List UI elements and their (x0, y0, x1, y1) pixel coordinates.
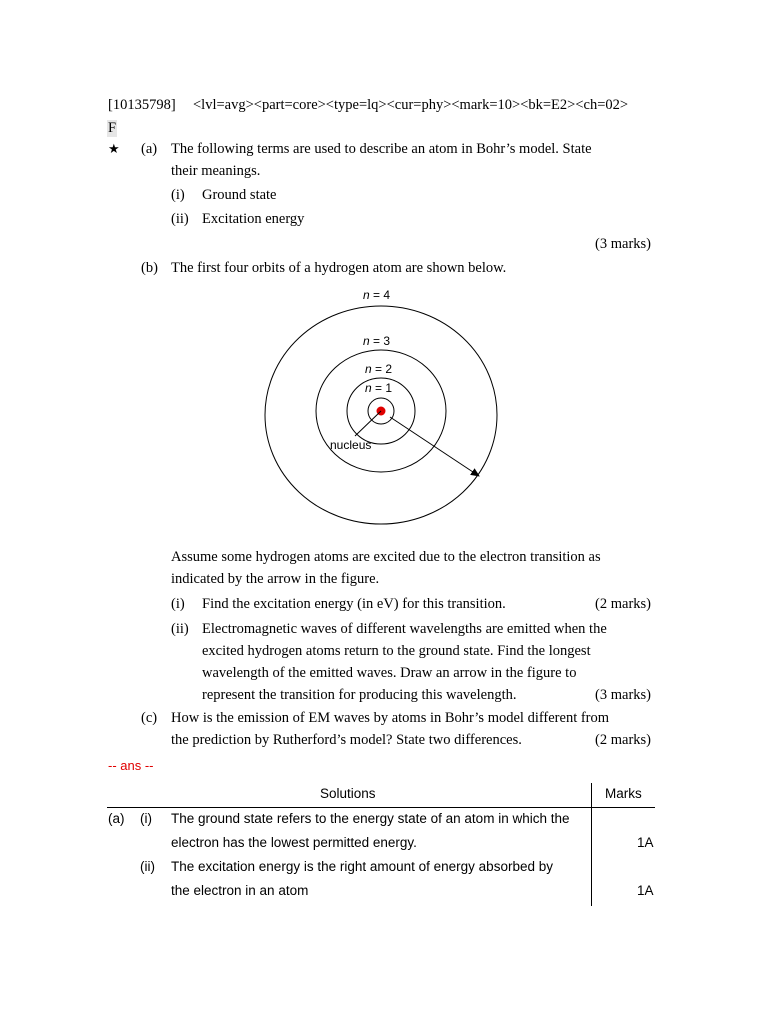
part-b-para2: indicated by the arrow in the figure. (171, 571, 380, 587)
col-header-marks: Marks (605, 786, 642, 801)
row-solution-line2: electron has the lowest permitted energy. (171, 835, 417, 850)
row-solution-line2: the electron in an atom (171, 883, 309, 898)
part-a-i-label: (i) (171, 187, 185, 203)
part-a-i-text: Ground state (202, 187, 277, 203)
part-b-i-marks: (2 marks) (595, 596, 651, 612)
part-c-line2: the prediction by Rutherford’s model? State two differences. (171, 732, 522, 748)
part-b-ii-line4: represent the transition for producing this wavelength. (202, 687, 517, 703)
part-a-line2: their meanings. (171, 163, 261, 179)
label-n2: n = 2 (365, 362, 393, 376)
part-b-ii-line3: wavelength of the emitted waves. Draw an arrow in the figure to (202, 665, 577, 681)
part-c-marks: (2 marks) (595, 732, 651, 748)
part-a-ii-text: Excitation energy (202, 211, 305, 227)
row-solution-line1: The ground state refers to the energy state of an atom in which the (171, 811, 570, 826)
star-icon: ★ (108, 141, 120, 156)
part-b-ii-line1: Electromagnetic waves of different wavelengths are emitted when the (202, 621, 607, 637)
label-n3: n = 3 (363, 334, 391, 348)
part-c-line1: How is the emission of EM waves by atoms in Bohr’s model different from (171, 710, 610, 726)
part-a-marks: (3 marks) (595, 236, 651, 252)
transition-arrow (390, 417, 479, 476)
label-n1: n = 1 (365, 381, 393, 395)
table-header-rule (107, 807, 655, 808)
part-b-label: (b) (141, 260, 158, 276)
row-solution-line1: The excitation energy is the right amount of energy absorbed by (171, 859, 553, 874)
part-b-ii-label: (ii) (171, 621, 189, 637)
part-a-line1: The following terms are used to describe an atom in Bohr’s model. State (171, 141, 592, 157)
part-b-i-text: Find the excitation energy (in eV) for this transition. (202, 596, 506, 612)
row-mark: 1A (637, 883, 654, 898)
question-id: [10135798] (108, 97, 176, 113)
row-mark: 1A (637, 835, 654, 850)
question-flag: F (108, 120, 117, 136)
part-a-ii-label: (ii) (171, 211, 189, 227)
label-n4: n = 4 (363, 288, 391, 302)
row-sub-label: (i) (140, 811, 152, 826)
part-b-i-label: (i) (171, 596, 185, 612)
part-b-text: The first four orbits of a hydrogen atom are shown below. (171, 260, 507, 276)
label-nucleus: nucleus (330, 438, 372, 452)
bohr-orbit-diagram (250, 280, 520, 530)
row-part-label: (a) (108, 811, 125, 826)
col-header-solutions: Solutions (320, 786, 376, 801)
answer-marker: -- ans -- (108, 758, 154, 773)
part-b-ii-marks: (3 marks) (595, 687, 651, 703)
part-b-ii-line2: excited hydrogen atoms return to the ground state. Find the longest (202, 643, 591, 659)
part-b-para1: Assume some hydrogen atoms are excited due to the electron transition as (171, 549, 601, 565)
question-tags: <lvl=avg><part=core><type=lq><cur=phy><mark=10><bk=E2><ch=02> (193, 97, 629, 113)
row-sub-label: (ii) (140, 859, 155, 874)
part-a-label: (a) (141, 141, 158, 157)
table-column-divider (591, 783, 592, 906)
part-c-label: (c) (141, 710, 158, 726)
